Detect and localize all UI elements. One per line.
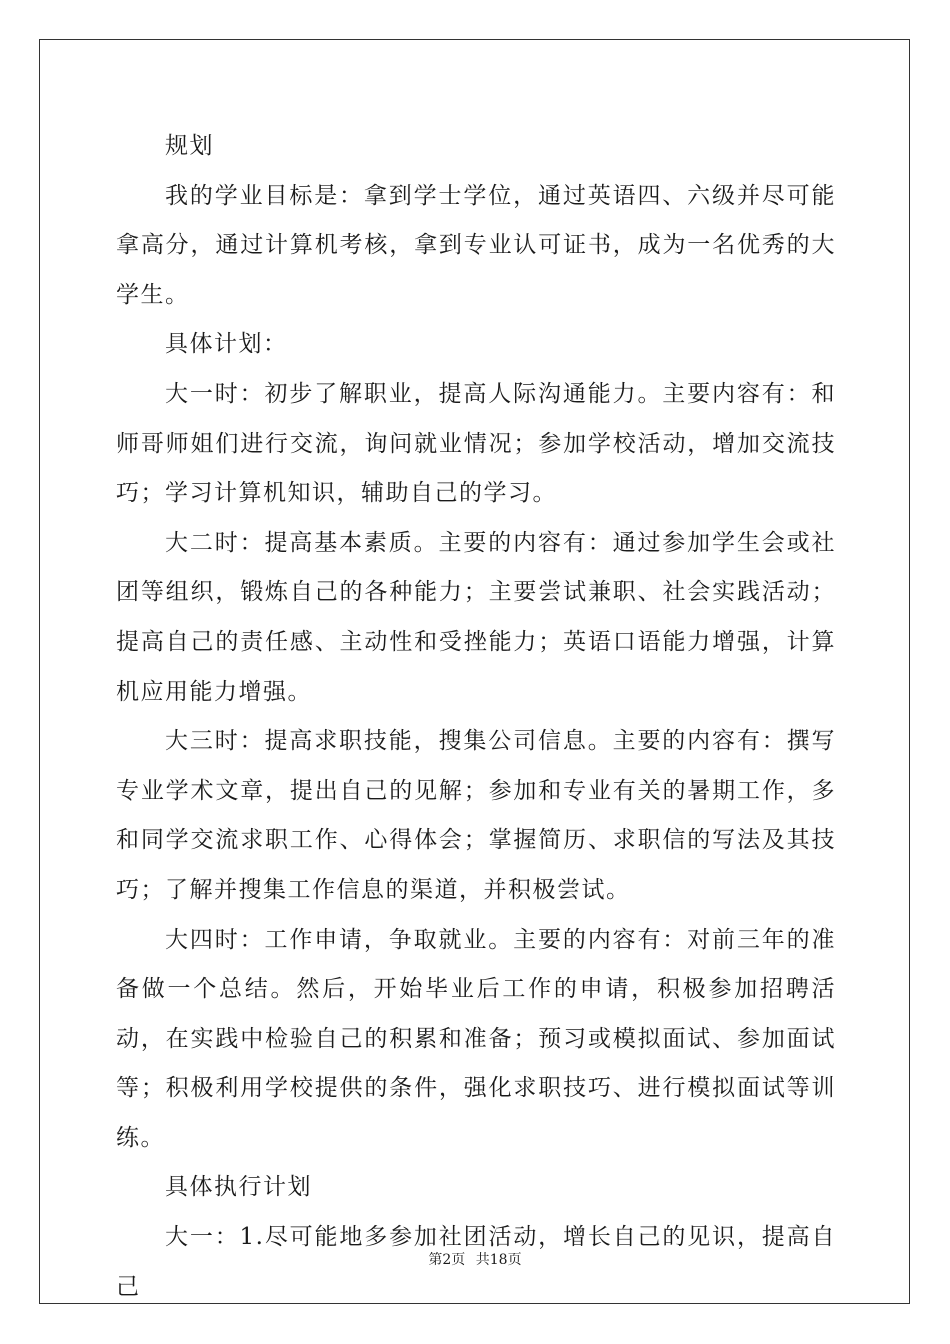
paragraph-senior-year: 大四时：工作申请，争取就业。主要的内容有：对前三年的准备做一个总结。然后，开始毕业后工作的申请，积极参加招聘活动，在实践中检验自己的积累和准备；预习或模拟面试、参加面试等；积极利用学校提供的条件，强化求职技巧、进行模拟面试等训练。 (116, 926, 836, 1151)
page-number: 第2页 (428, 1252, 466, 1268)
document-body (116, 122, 836, 1312)
page-footer (0, 1249, 950, 1269)
paragraph-academic-goal: 我的学业目标是：拿到学士学位，通过英语四、六级并尽可能拿高分，通过计算机考核，拿到专业认可证书，成为一名优秀的大学生。 (116, 182, 836, 308)
paragraph-freshman-year: 大一时：初步了解职业，提高人际沟通能力。主要内容有：和师哥师姐们进行交流，询问就业情况；参加学校活动，增加交流技巧；学习计算机知识，辅助自己的学习。 (116, 380, 836, 507)
paragraph-specific-plan-heading: 具体计划： (165, 331, 288, 358)
page-total: 共18页 (475, 1252, 522, 1268)
paragraph-execution-plan-heading: 具体执行计划 (165, 1174, 312, 1201)
paragraph-sophomore-year: 大二时：提高基本素质。主要的内容有：通过参加学生会或社团等组织，锻炼自己的各种能力；主要尝试兼职、社会实践活动；提高自己的责任感、主动性和受挫能力；英语口语能力增强，计算机应用能力增强。 (116, 529, 836, 705)
paragraph-heading-plan: 规划 (165, 133, 214, 159)
paragraph-freshman-execution: 大一：1.尽可能地多参加社团活动，增长自己的见识，提高自己 (116, 1224, 836, 1300)
paragraph-junior-year: 大三时：提高求职技能，搜集公司信息。主要的内容有：撰写专业学术文章，提出自己的见解；参加和专业有关的暑期工作，多和同学交流求职工作、心得体会；掌握简历、求职信的写法及其技巧；了解并搜集工作信息的渠道，并积极尝试。 (116, 728, 836, 903)
